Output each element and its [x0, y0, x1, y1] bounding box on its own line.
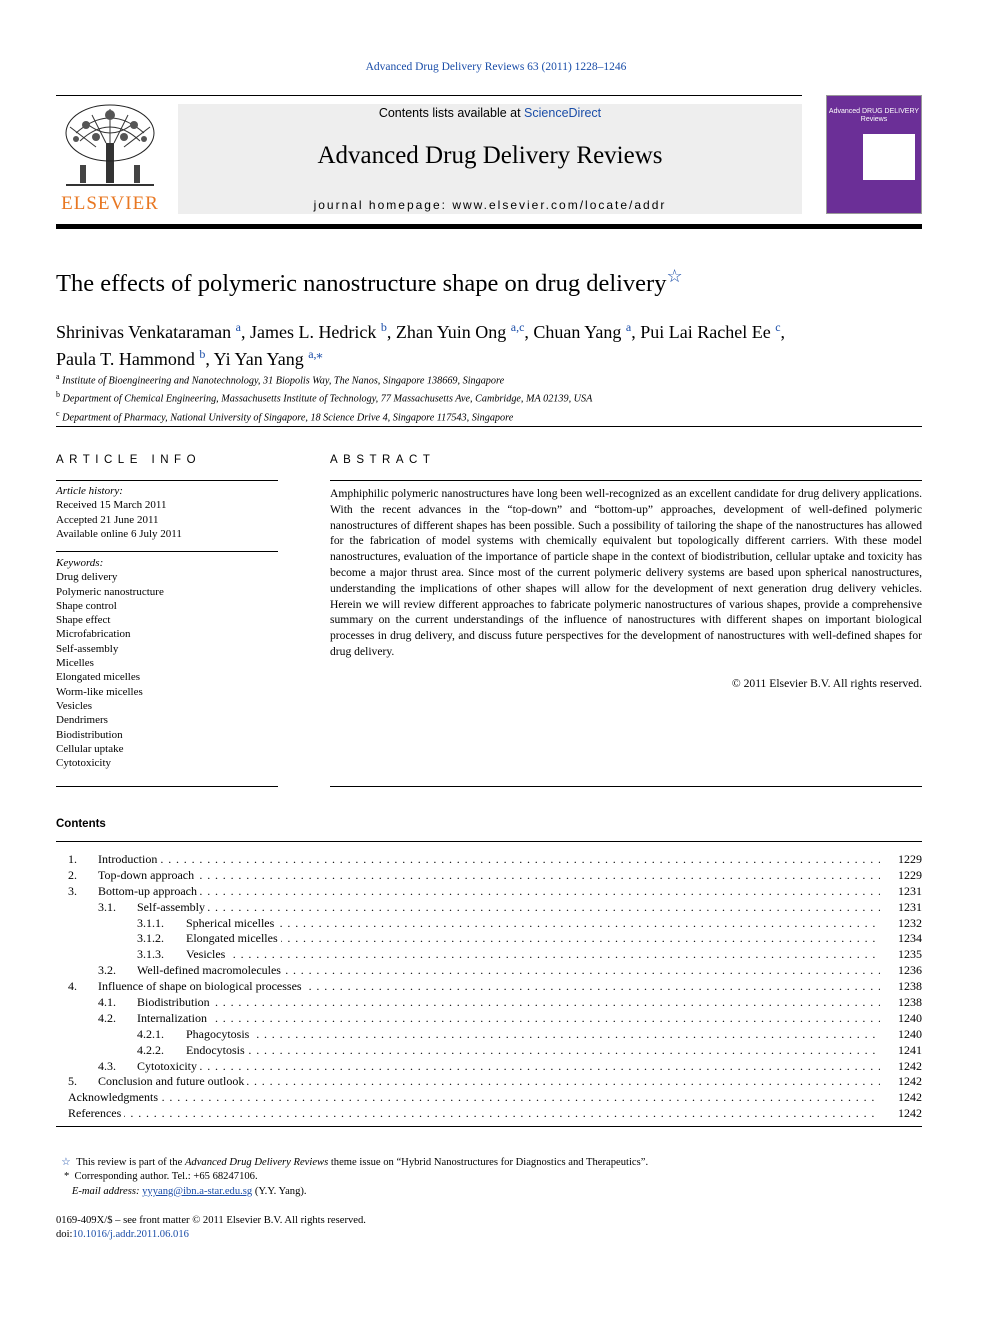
contents-available-line: Contents lists available at ScienceDirect: [378, 106, 602, 120]
toc-entry[interactable]: [56, 916, 922, 932]
keyword: Elongated micelles: [56, 671, 140, 684]
toc-title[interactable]: Conclusion and future outlook . . .: [98, 1074, 880, 1090]
toc-page: 1235: [898, 947, 922, 962]
toc-number: 4.1.: [98, 995, 116, 1010]
toc-title[interactable]: Top-down approach . . .: [98, 868, 880, 884]
toc-entry[interactable]: [56, 931, 922, 947]
abstract-heading: ABSTRACT: [330, 454, 436, 466]
email-note: E-mail address: yyyang@ibn.a-star.edu.sg (Y.Y. Yang).: [71, 1185, 307, 1197]
author-list: Shrinivas Venkataraman $^a$, James L. Hedrick $^b$, Zhan Yuin Ong $^{a,c}$, Chuan Yang $^a$, Pui Lai Rachel Ee $^c$, Paula T. Hammond $^b$, Yi Yan Yang $^{a,⁎}$: [56, 320, 786, 369]
toc-title[interactable]: Endocytosis . . .: [186, 1043, 880, 1059]
article-info-bottom-rule: [56, 786, 278, 787]
toc-entry[interactable]: [56, 1106, 922, 1122]
toc-number: 1.: [68, 852, 77, 866]
keyword: Dendrimers: [56, 714, 108, 727]
author[interactable]: Shrinivas Venkataraman $^a$: [56, 320, 241, 342]
article-info-rule: [56, 480, 278, 481]
toc-number: 4.2.: [98, 1010, 116, 1025]
affiliation-divider: [56, 426, 922, 427]
footnote-star-icon: ☆: [61, 1157, 71, 1168]
front-matter: [56, 1214, 366, 1243]
toc-number: 3.: [68, 883, 77, 898]
toc-page: 1241: [898, 1042, 922, 1057]
cover-panel: [863, 134, 915, 180]
toc-number: 4.2.1.: [137, 1026, 164, 1041]
toc-entry[interactable]: [56, 995, 922, 1011]
toc-page: 1238: [898, 979, 922, 994]
keyword: Vesicles: [56, 699, 93, 712]
affiliation: $^c$ Department of Pharmacy, National University of Singapore, 18 Science Drive 4, Singapore 117543, Singapore: [56, 408, 514, 424]
toc-title[interactable]: Cytotoxicity . . .: [137, 1059, 880, 1075]
toc-entry[interactable]: [56, 884, 922, 900]
author[interactable]: Pui Lai Rachel Ee $^c$: [640, 320, 781, 342]
keyword: Micelles: [56, 657, 94, 670]
elsevier-logo[interactable]: [56, 103, 164, 215]
toc-title[interactable]: Phagocytosis . . .: [186, 1027, 880, 1043]
toc-entry[interactable]: [56, 1090, 922, 1106]
elsevier-tree-icon: [56, 103, 164, 191]
journal-cover-thumbnail[interactable]: [826, 95, 922, 214]
keywords-rule: [56, 551, 278, 552]
toc-page: 1238: [898, 995, 922, 1010]
toc-title[interactable]: References . . .: [68, 1106, 880, 1122]
toc-title[interactable]: Biodistribution . . .: [137, 995, 880, 1011]
journal-masthead: [178, 104, 802, 214]
author[interactable]: Paula T. Hammond $^b$: [56, 347, 206, 369]
doi-line: doi:10.1016/j.addr.2011.06.016: [56, 1229, 189, 1241]
contents-bottom-rule: [56, 1126, 922, 1127]
toc-number: 3.1.2.: [137, 931, 164, 946]
journal-citation[interactable]: Advanced Drug Delivery Reviews 63 (2011) 1228–1246: [365, 61, 627, 73]
journal-title: Advanced Drug Delivery Reviews: [317, 142, 663, 169]
toc-page: 1231: [898, 883, 922, 898]
toc-number: 4.3.: [98, 1058, 116, 1073]
toc-title[interactable]: Vesicles . . .: [186, 947, 880, 963]
toc-page: 1229: [898, 867, 922, 882]
footnotes: [56, 1156, 648, 1199]
toc-number: 3.1.: [98, 899, 116, 914]
homepage-link[interactable]: www.elsevier.com/locate/addr: [452, 198, 667, 212]
toc-page: 1232: [898, 915, 922, 930]
toc-entry[interactable]: [56, 868, 922, 884]
author[interactable]: Yi Yan Yang $^{a,⁎}$: [213, 347, 323, 369]
toc-page: 1234: [898, 931, 922, 946]
keyword: Drug delivery: [56, 571, 118, 584]
toc-entry[interactable]: [56, 979, 922, 995]
author[interactable]: James L. Hedrick $^b$: [249, 320, 387, 342]
keyword: Self-assembly: [56, 642, 119, 655]
toc-title[interactable]: Spherical micelles . . .: [186, 916, 880, 932]
journal-homepage: journal homepage: www.elsevier.com/locate/addr: [313, 198, 667, 212]
toc-entry[interactable]: [56, 947, 922, 963]
keyword: Cellular uptake: [56, 742, 124, 755]
author[interactable]: Zhan Yuin Ong $^{a,c}$: [395, 320, 525, 342]
toc-page: 1240: [898, 1026, 922, 1041]
toc-entry[interactable]: [56, 1027, 922, 1043]
elsevier-wordmark: ELSEVIER: [61, 193, 159, 214]
toc-title[interactable]: Influence of shape on biological processes . . .: [98, 979, 880, 995]
toc-page: 1231: [898, 899, 922, 914]
toc-title[interactable]: Self-assembly . . .: [137, 900, 880, 916]
toc-title[interactable]: Introduction . . .: [98, 852, 880, 868]
cover-title: Advanced DRUG DELIVERY Reviews: [828, 108, 920, 123]
toc-number: 3.2.: [98, 963, 116, 978]
article-title: The effects of polymeric nanostructure shape on drug delivery☆: [56, 265, 683, 297]
toc-number: 2.: [68, 867, 77, 882]
toc-entry[interactable]: [56, 1074, 922, 1090]
issn-line: 0169-409X/$ – see front matter © 2011 Elsevier B.V. All rights reserved.: [56, 1215, 366, 1226]
keyword: Microfabrication: [56, 628, 131, 641]
keywords-list: Keywords: Drug delivery Polymeric nanostructure Shape control Shape effect Microfabrication Self-assembly Micelles Elongated micelles Worm-like micelles Vesicles Dendrimers Biodistribution Cellular uptake Cytotoxicity: [56, 556, 278, 770]
toc-page: 1236: [898, 963, 922, 978]
toc-title[interactable]: Bottom-up approach . . .: [98, 884, 880, 900]
theme-footnote: ☆ This review is part of the Advanced Drug Delivery Reviews theme issue on “Hybrid Nanostructures for Diagnostics and Therapeutics”.: [61, 1157, 649, 1168]
doi-link[interactable]: 10.1016/j.addr.2011.06.016: [72, 1229, 189, 1241]
toc-page: 1242: [898, 1106, 922, 1121]
masthead-divider: [56, 224, 922, 229]
abstract-text: Amphiphilic polymeric nanostructures have long been well-recognized as an excellent candidate for drug delivery applications. With the recent advances in the “top-down” and “bottom-up” approaches, development of well-defined polymeric nanostructures of different shapes has been possible. Such a possibility of tailoring the shape of the nanostructures has allowed for the fabrication of model systems with chemically equivalent but topologically different carriers. With these model nanostructures, evaluation of the importance of particle shape in the context of biodistribution, cellular uptake and toxicity has become a major thrust area. Since most of the current polymeric delivery systems are based upon spherical nanostructures, understanding the implications of other shapes will allow for the development of next generation drug delivery vehicles. Herein we will review different approaches to fabricate polymeric nanostructures of various shapes, provide a comprehensive summary on the current understandings of the influence of nanostructures with different shapes on important biological processes in drug delivery, and discuss future perspectives for the development of nanostructures with well-defined shapes for drug delivery.: [330, 487, 922, 658]
keyword: Shape control: [56, 599, 117, 612]
affiliation: $^b$ Department of Chemical Engineering, Massachusetts Institute of Technology, 77 Massachusetts Ave, Cambridge, MA 02139, USA: [56, 390, 593, 405]
toc-number: 3.1.1.: [137, 915, 164, 930]
toc-number: 4.2.2.: [137, 1042, 164, 1057]
toc-number: 5.: [68, 1074, 77, 1089]
toc-number: 4.: [68, 979, 77, 994]
table-of-contents: [56, 852, 922, 1122]
toc-title[interactable]: Internalization . . .: [137, 1011, 880, 1027]
keyword: Biodistribution: [56, 728, 123, 741]
toc-title[interactable]: Well-defined macromolecules . . .: [137, 963, 880, 979]
title-footnote-star-icon[interactable]: ☆: [666, 265, 683, 286]
toc-page: 1240: [898, 1010, 922, 1025]
toc-page: 1242: [898, 1058, 922, 1073]
keyword: Shape effect: [56, 614, 111, 627]
toc-page: 1242: [898, 1074, 922, 1089]
asterisk-icon: *: [63, 1171, 70, 1183]
toc-number: 3.1.3.: [137, 947, 164, 962]
article-history: Article history: Received 15 March 2011 Accepted 21 June 2011 Available online 6 July 2011: [56, 485, 182, 540]
email-link[interactable]: yyyang@ibn.a-star.edu.sg: [142, 1185, 253, 1197]
corresponding-author-note: * Corresponding author. Tel.: +65 68247106.: [63, 1171, 258, 1183]
affiliation: $^a$ Institute of Bioengineering and Nanotechnology, 31 Biopolis Way, The Nanos, Singapore 138669, Singapore: [56, 372, 505, 387]
toc-entry[interactable]: [56, 900, 922, 916]
toc-entry[interactable]: [56, 852, 922, 868]
author[interactable]: Chuan Yang $^a$: [533, 320, 632, 342]
article-info-heading: ARTICLE INFO: [56, 454, 202, 466]
toc-page: 1229: [898, 852, 922, 866]
affiliations: [56, 370, 592, 425]
sciencedirect-link[interactable]: ScienceDirect: [524, 106, 602, 120]
contents-heading: Contents: [56, 818, 106, 830]
toc-title[interactable]: Elongated micelles . . .: [186, 931, 880, 947]
toc-page: 1242: [898, 1090, 922, 1105]
header-rule: [56, 95, 802, 96]
keyword: Cytotoxicity: [56, 757, 111, 770]
keyword: Polymeric nanostructure: [56, 585, 164, 598]
keyword: Worm-like micelles: [56, 685, 143, 698]
abstract-copyright: © 2011 Elsevier B.V. All rights reserved.: [731, 677, 922, 690]
toc-entry[interactable]: [56, 1011, 922, 1027]
abstract-rule: [330, 480, 922, 481]
contents-top-rule: [56, 841, 922, 842]
toc-title[interactable]: Acknowledgments . . .: [68, 1090, 880, 1106]
toc-entry[interactable]: [56, 963, 922, 979]
abstract-bottom-rule: [330, 786, 922, 787]
toc-entry[interactable]: [56, 1043, 922, 1059]
toc-entry[interactable]: [56, 1059, 922, 1075]
